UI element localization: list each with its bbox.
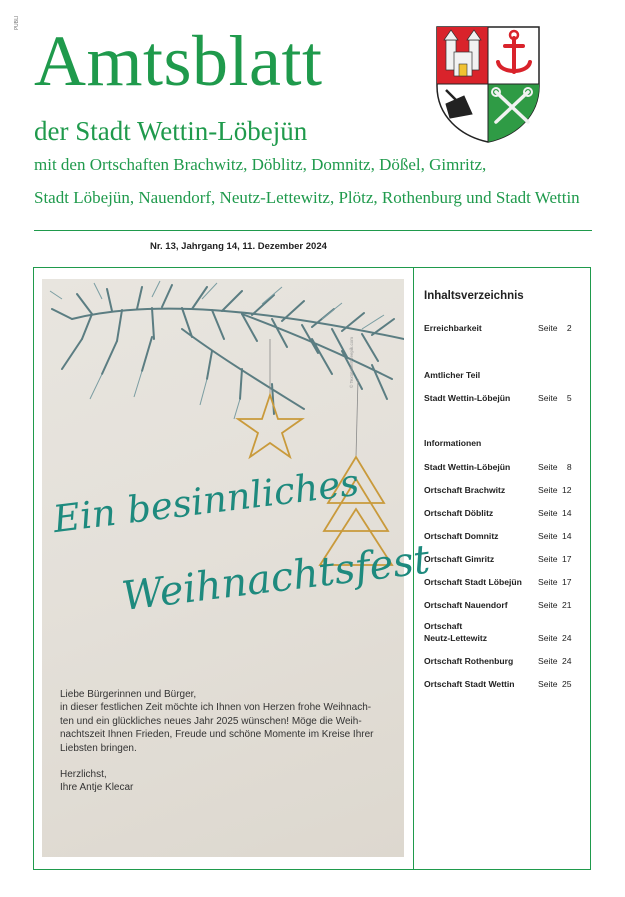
toc-entry-label: Stadt Wettin-Löbejün — [424, 393, 511, 403]
toc-entry-label: Ortschaft Nauendorf — [424, 600, 508, 610]
photo-credit: © Textatelier/Freepik.com — [349, 336, 354, 388]
toc-entry-label: Ortschaft Gimritz — [424, 554, 495, 564]
script-line-1: Ein besinnliches — [50, 460, 362, 541]
toc-entry-label: Stadt Wettin-Löbejün — [424, 462, 511, 472]
side-publisher-mark: PUBLI — [14, 15, 20, 30]
toc-heading: Inhaltsverzeichnis — [424, 290, 524, 302]
toc-entry-page: Seite 5 — [538, 393, 572, 403]
toc-entry-label: Ortschaft Döblitz — [424, 508, 494, 518]
villages-line-1: mit den Ortschaften Brachwitz, Döblitz, Domnitz, Dößel, Gimritz, — [34, 155, 487, 174]
issue-number: Nr. 13, Jahrgang 14, 11. Dezember 2024 — [150, 241, 327, 252]
toc-entry-label: Erreichbarkeit — [424, 323, 482, 333]
greeting-salutation: Liebe Bürgerinnen und Bürger, — [60, 689, 197, 700]
toc-entry-page: Seite 21 — [538, 600, 572, 610]
toc-entry-label: Ortschaft Brachwitz — [424, 485, 506, 495]
greeting-closing: Herzlichst, — [60, 769, 107, 781]
toc-entry-label: Neutz-Lettewitz — [424, 633, 488, 643]
masthead-subtitle: der Stadt Wettin-Löbejün — [34, 116, 308, 146]
toc-entry-label: Ortschaft Stadt Löbejün — [424, 577, 522, 587]
toc-entry-label: Ortschaft Domnitz — [424, 531, 499, 541]
greeting-body-line: ten und ein glückliches neues Jahr 2025 wünschen! Möge die Weih- — [60, 715, 362, 727]
toc-entry-page: Seite 14 — [538, 531, 572, 541]
toc-entry-page: Seite 24 — [538, 656, 572, 666]
toc-entry-label: Ortschaft Stadt Wettin — [424, 679, 515, 689]
greeting-body-line: nachtszeit Ihnen Frieden, Freude und schöne Momente im Kreise Ihrer — [60, 729, 374, 741]
greeting-body-line: Liebsten bringen. — [60, 742, 137, 754]
greeting-signature: Ihre Antje Klecar — [60, 782, 134, 794]
coat-of-arms-icon — [434, 24, 542, 144]
greeting-body-line: in dieser festlichen Zeit möchte ich Ihnen von Herzen frohe Weihnach- — [60, 702, 372, 714]
toc-entry-page: Seite 17 — [538, 577, 572, 587]
masthead-divider — [34, 230, 592, 231]
mayor-greeting — [60, 688, 390, 795]
toc-entry-page: Seite 2 — [538, 323, 572, 333]
toc-section-official: Amtlicher Teil — [424, 370, 481, 380]
toc-entry-neutz-lettewitz[interactable] — [424, 621, 579, 645]
toc-entry-page: Seite 14 — [538, 508, 572, 518]
toc-entry-page: Seite 12 — [538, 485, 572, 495]
masthead-title: Amtsblatt — [34, 21, 323, 101]
toc-section-info: Informationen — [424, 438, 482, 448]
script-line-2: Weihnachtsfest — [119, 536, 433, 620]
toc-entry-page: Seite 25 — [538, 679, 572, 689]
toc-entry-page: Seite 17 — [538, 554, 572, 564]
toc-entry-label-prefix: Ortschaft — [424, 621, 463, 631]
toc-entry-page: Seite 8 — [538, 462, 572, 472]
villages-line-2: Stadt Löbejün, Nauendorf, Neutz-Lettewitz, Plötz, Rothenburg und Stadt Wettin — [34, 188, 580, 207]
toc-entry-label: Ortschaft Rothenburg — [424, 656, 514, 666]
toc-entry-page: Seite 24 — [538, 633, 572, 643]
